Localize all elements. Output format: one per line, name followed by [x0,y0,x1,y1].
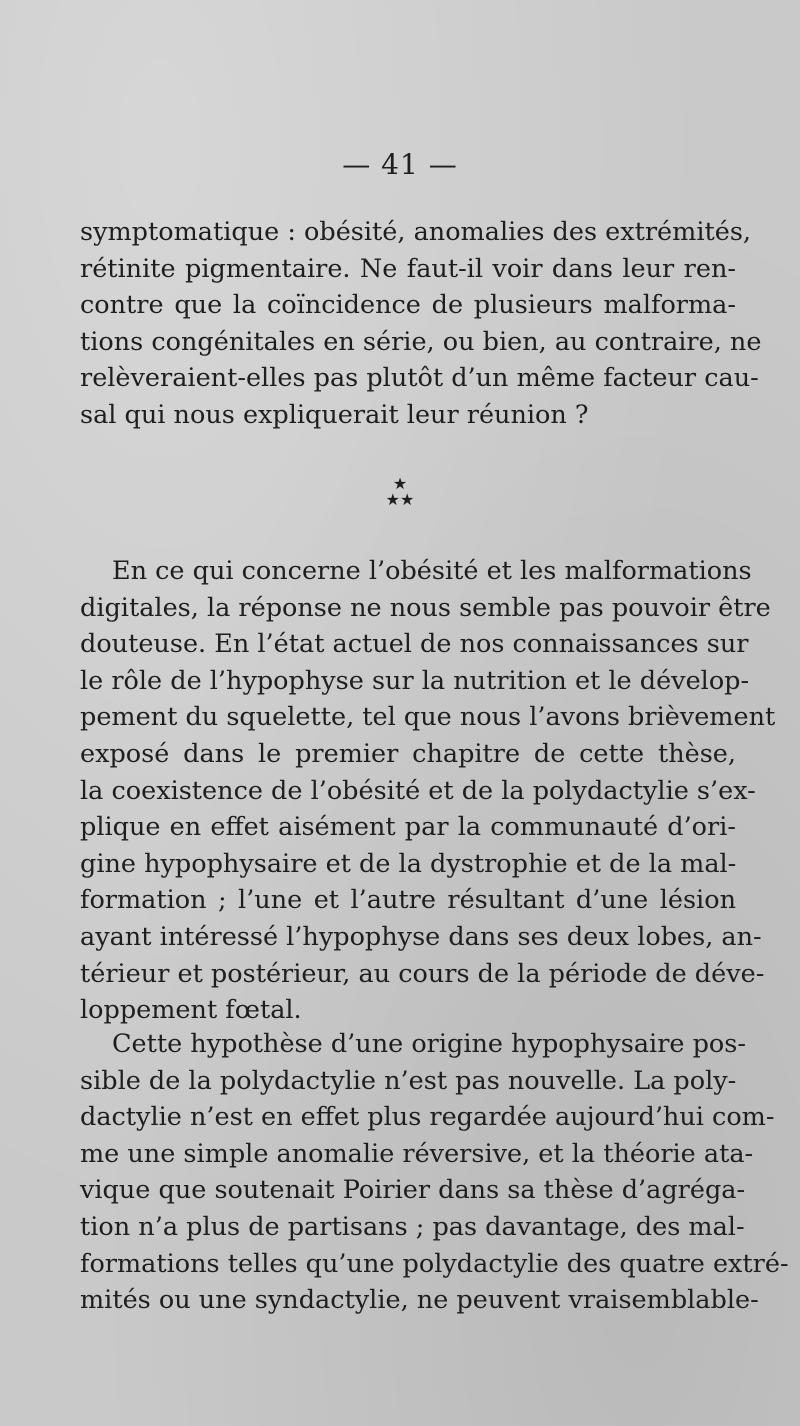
text-line: symptomatique : obésité, anomalies des extrémités, [80,217,752,247]
text-line: ayant intéressé l’hypophyse dans ses deux lobes, an- [80,921,762,952]
paragraph-2 [80,553,776,1029]
text-line: me une simple anomalie réversive, et la théorie ata- [80,1138,754,1169]
text-line: Cette hypothèse d’une origine hypophysaire pos- [112,1029,746,1059]
text-line: térieur et postérieur, au cours de la période de déve- [80,958,765,989]
text-line: exposé dans le premier chapitre de cette thèse, [80,738,736,769]
text-line: loppement fœtal. [80,995,302,1026]
text-line: dactylie n’est en effet plus regardée aujourd’hui com- [80,1102,775,1133]
paragraph-3 [80,1026,789,1319]
text-line: la coexistence de l’obésité et de la polydactylie s’ex- [80,775,756,806]
asterism-top-star: ★ [392,474,408,493]
asterism-bottom-stars: ★★ [385,490,415,509]
text-line: digitales, la réponse ne nous semble pas pouvoir être [80,592,771,623]
text-line: sible de la polydactylie n’est pas nouvelle. La poly- [80,1065,737,1096]
text-line: douteuse. En l’état actuel de nos connaissances sur [80,629,749,660]
text-line: sal qui nous expliquerait leur réunion ? [80,399,589,430]
text-line: plique en effet aisément par la communauté d’ori- [80,812,736,843]
text-line: tions congénitales en série, ou bien, au contraire, ne [80,326,762,357]
text-line: vique que soutenait Poirier dans sa thèse d’agréga- [80,1175,746,1206]
text-line: formations telles qu’une polydactylie des quatre extré- [80,1248,789,1279]
asterism-separator [0,476,800,516]
page-number: — 41 — [342,148,458,181]
text-line: gine hypophysaire et de la dystrophie et de la mal- [80,848,737,879]
text-line: pement du squelette, tel que nous l’avons brièvement [80,702,776,733]
text-line: rétinite pigmentaire. Ne faut-il voir dans leur ren- [80,253,736,284]
text-line: relèveraient-elles pas plutôt d’un même facteur cau- [80,363,759,394]
text-line: le rôle de l’hypophyse sur la nutrition et le dévelop- [80,665,750,696]
text-line: mités ou une syndactylie, ne peuvent vraisemblable- [80,1285,759,1316]
text-line: formation ; l’une et l’autre résultant d’une lésion [80,885,736,916]
text-line: contre que la coïncidence de plusieurs malforma- [80,290,736,321]
text-line: tion n’a plus de partisans ; pas davantage, des mal- [80,1211,745,1242]
text-line: En ce qui concerne l’obésité et les malformations [112,556,752,586]
paragraph-1 [80,214,762,434]
